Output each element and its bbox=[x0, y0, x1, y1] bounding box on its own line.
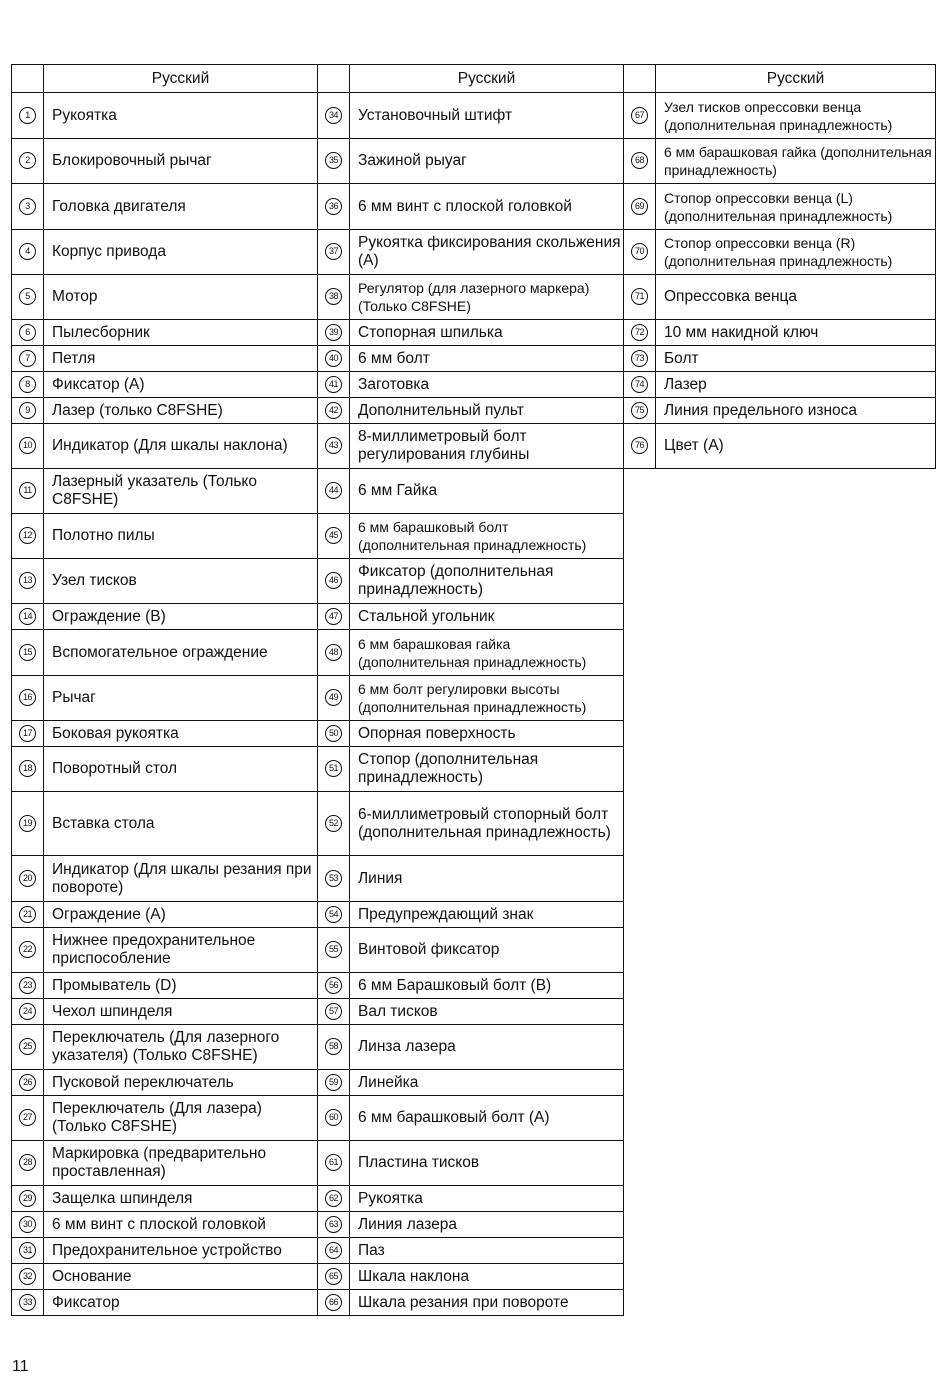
part-number-badge: 34 bbox=[325, 107, 342, 124]
parts-table bbox=[11, 64, 936, 1316]
part-number-cell bbox=[12, 372, 44, 398]
empty-area bbox=[624, 469, 936, 1316]
part-name-cell: Блокировочный рычаг bbox=[44, 139, 318, 184]
part-number-cell bbox=[12, 630, 44, 676]
part-name-cell: Установочный штифт bbox=[350, 93, 624, 139]
part-number-badge: 38 bbox=[325, 288, 342, 305]
part-number-cell bbox=[318, 372, 350, 398]
part-number-cell bbox=[318, 320, 350, 346]
part-number-cell bbox=[318, 630, 350, 676]
part-number-badge: 7 bbox=[19, 350, 36, 367]
part-number-cell bbox=[318, 184, 350, 230]
part-number-cell bbox=[12, 721, 44, 747]
part-number-cell bbox=[12, 559, 44, 604]
part-number-cell bbox=[12, 1290, 44, 1316]
part-name-cell: Пылесборник bbox=[44, 320, 318, 346]
part-number-cell bbox=[12, 856, 44, 902]
part-name-cell: Регулятор (для лазерного маркера) (Только C8FSHE) bbox=[350, 275, 624, 320]
part-number-badge: 4 bbox=[19, 243, 36, 260]
part-number-cell bbox=[12, 1186, 44, 1212]
part-number-badge: 22 bbox=[19, 941, 36, 958]
part-number-badge: 32 bbox=[19, 1268, 36, 1285]
part-name-cell: Фиксатор bbox=[44, 1290, 318, 1316]
part-number-badge: 51 bbox=[325, 760, 342, 777]
part-name-cell: 6 мм барашковый болт (дополнительная принадлежность) bbox=[350, 514, 624, 559]
part-name-cell: Вставка стола bbox=[44, 792, 318, 856]
part-number-badge: 76 bbox=[631, 437, 648, 454]
part-number-cell bbox=[318, 1264, 350, 1290]
part-number-badge: 24 bbox=[19, 1003, 36, 1020]
part-number-cell bbox=[318, 1070, 350, 1096]
part-number-cell bbox=[318, 676, 350, 721]
part-number-badge: 75 bbox=[631, 402, 648, 419]
part-name-cell: Опорная поверхность bbox=[350, 721, 624, 747]
part-number-cell bbox=[318, 721, 350, 747]
part-name-cell: Лазер bbox=[656, 372, 936, 398]
part-number-cell bbox=[318, 230, 350, 275]
part-name-cell: Стопор опрессовки венца (R) (дополнительная принадлежность) bbox=[656, 230, 936, 275]
column-header-language: Русский bbox=[656, 65, 936, 93]
part-number-cell bbox=[624, 424, 656, 469]
part-number-badge: 25 bbox=[19, 1038, 36, 1055]
part-name-cell: Винтовой фиксатор bbox=[350, 928, 624, 973]
part-number-badge: 50 bbox=[325, 725, 342, 742]
part-number-cell bbox=[624, 230, 656, 275]
part-name-cell: 6 мм Барашковый болт (B) bbox=[350, 973, 624, 999]
part-number-cell bbox=[318, 469, 350, 514]
part-number-cell bbox=[318, 1025, 350, 1070]
header-number-cell bbox=[624, 65, 656, 93]
part-number-cell bbox=[318, 1212, 350, 1238]
part-number-badge: 20 bbox=[19, 870, 36, 887]
part-name-cell: 6 мм Гайка bbox=[350, 469, 624, 514]
part-name-cell: Основание bbox=[44, 1264, 318, 1290]
part-number-cell bbox=[318, 424, 350, 469]
part-number-badge: 28 bbox=[19, 1154, 36, 1171]
part-name-cell: Переключатель (Для лазера) (Только C8FSHE) bbox=[44, 1096, 318, 1141]
part-number-badge: 11 bbox=[19, 482, 36, 499]
part-name-cell: Маркировка (предварительно проставленная) bbox=[44, 1141, 318, 1186]
part-number-badge: 16 bbox=[19, 689, 36, 706]
part-name-cell: Пластина тисков bbox=[350, 1141, 624, 1186]
part-number-badge: 31 bbox=[19, 1242, 36, 1259]
part-number-badge: 55 bbox=[325, 941, 342, 958]
part-number-cell bbox=[318, 1290, 350, 1316]
part-number-badge: 72 bbox=[631, 324, 648, 341]
part-number-cell bbox=[12, 1212, 44, 1238]
part-number-badge: 74 bbox=[631, 376, 648, 393]
part-name-cell: Линия предельного износа bbox=[656, 398, 936, 424]
part-number-badge: 35 bbox=[325, 152, 342, 169]
part-name-cell: Промыватель (D) bbox=[44, 973, 318, 999]
part-name-cell: Стальной угольник bbox=[350, 604, 624, 630]
part-number-cell bbox=[624, 320, 656, 346]
part-name-cell: Ограждение (B) bbox=[44, 604, 318, 630]
part-number-cell bbox=[318, 604, 350, 630]
part-name-cell: 6 мм винт с плоской головкой bbox=[44, 1212, 318, 1238]
part-number-cell bbox=[12, 184, 44, 230]
table-row bbox=[12, 398, 936, 424]
part-number-cell bbox=[12, 424, 44, 469]
part-name-cell: 6 мм барашковая гайка (дополнительная принадлежность) bbox=[350, 630, 624, 676]
part-number-badge: 14 bbox=[19, 608, 36, 625]
part-name-cell: Индикатор (Для шкалы резания при повороте) bbox=[44, 856, 318, 902]
part-number-badge: 45 bbox=[325, 527, 342, 544]
part-name-cell: Рукоятка bbox=[350, 1186, 624, 1212]
part-number-cell bbox=[318, 999, 350, 1025]
part-number-badge: 70 bbox=[631, 243, 648, 260]
part-name-cell: Зажиной рыуаг bbox=[350, 139, 624, 184]
part-name-cell: Паз bbox=[350, 1238, 624, 1264]
part-name-cell: Рычаг bbox=[44, 676, 318, 721]
part-number-cell bbox=[318, 792, 350, 856]
part-number-badge: 59 bbox=[325, 1074, 342, 1091]
header-number-cell bbox=[12, 65, 44, 93]
part-number-badge: 42 bbox=[325, 402, 342, 419]
part-number-cell bbox=[318, 973, 350, 999]
part-number-cell bbox=[318, 902, 350, 928]
part-number-cell bbox=[318, 93, 350, 139]
part-name-cell: 6-миллиметровый стопорный болт (дополнительная принадлежность) bbox=[350, 792, 624, 856]
part-number-badge: 66 bbox=[325, 1294, 342, 1311]
part-number-badge: 36 bbox=[325, 198, 342, 215]
part-name-cell: Цвет (A) bbox=[656, 424, 936, 469]
part-name-cell: Болт bbox=[656, 346, 936, 372]
part-name-cell: 6 мм болт регулировки высоты (дополнительная принадлежность) bbox=[350, 676, 624, 721]
part-number-badge: 1 bbox=[19, 107, 36, 124]
part-number-badge: 19 bbox=[19, 815, 36, 832]
part-name-cell: Дополнительный пульт bbox=[350, 398, 624, 424]
part-number-cell bbox=[318, 856, 350, 902]
part-name-cell: Стопор опрессовки венца (L) (дополнительная принадлежность) bbox=[656, 184, 936, 230]
part-number-cell bbox=[318, 398, 350, 424]
part-number-badge: 60 bbox=[325, 1109, 342, 1126]
part-name-cell: Линия лазера bbox=[350, 1212, 624, 1238]
part-number-cell bbox=[318, 559, 350, 604]
part-number-badge: 67 bbox=[631, 107, 648, 124]
part-name-cell: Петля bbox=[44, 346, 318, 372]
part-number-badge: 30 bbox=[19, 1216, 36, 1233]
part-number-badge: 21 bbox=[19, 906, 36, 923]
part-name-cell: 8-миллиметровый болт регулирования глубины bbox=[350, 424, 624, 469]
part-number-badge: 41 bbox=[325, 376, 342, 393]
part-name-cell: 6 мм болт bbox=[350, 346, 624, 372]
part-name-cell: 6 мм барашковая гайка (дополнительная принадлежность) bbox=[656, 139, 936, 184]
part-number-badge: 57 bbox=[325, 1003, 342, 1020]
part-number-cell bbox=[12, 973, 44, 999]
part-number-cell bbox=[12, 93, 44, 139]
part-name-cell: Чехол шпинделя bbox=[44, 999, 318, 1025]
part-number-badge: 48 bbox=[325, 644, 342, 661]
part-number-cell bbox=[12, 1070, 44, 1096]
part-name-cell: Лазерный указатель (Только C8FSHE) bbox=[44, 469, 318, 514]
table-row bbox=[12, 93, 936, 139]
part-name-cell: Стопорная шпилька bbox=[350, 320, 624, 346]
part-name-cell: Мотор bbox=[44, 275, 318, 320]
part-number-badge: 2 bbox=[19, 152, 36, 169]
part-number-badge: 33 bbox=[19, 1294, 36, 1311]
part-number-cell bbox=[318, 747, 350, 792]
part-number-cell bbox=[12, 928, 44, 973]
part-number-cell bbox=[12, 1025, 44, 1070]
part-number-badge: 10 bbox=[19, 437, 36, 454]
part-name-cell: 6 мм винт с плоской головкой bbox=[350, 184, 624, 230]
part-number-cell bbox=[624, 346, 656, 372]
part-number-cell bbox=[318, 928, 350, 973]
part-number-cell bbox=[318, 1186, 350, 1212]
part-name-cell: Полотно пилы bbox=[44, 514, 318, 559]
part-number-badge: 23 bbox=[19, 977, 36, 994]
part-number-badge: 40 bbox=[325, 350, 342, 367]
part-number-badge: 5 bbox=[19, 288, 36, 305]
part-name-cell: Линия bbox=[350, 856, 624, 902]
part-number-badge: 8 bbox=[19, 376, 36, 393]
part-number-badge: 54 bbox=[325, 906, 342, 923]
part-name-cell: Индикатор (Для шкалы наклона) bbox=[44, 424, 318, 469]
part-number-cell bbox=[12, 999, 44, 1025]
part-number-badge: 3 bbox=[19, 198, 36, 215]
part-name-cell: Защелка шпинделя bbox=[44, 1186, 318, 1212]
part-number-cell bbox=[12, 320, 44, 346]
part-number-badge: 47 bbox=[325, 608, 342, 625]
part-name-cell: Предупреждающий знак bbox=[350, 902, 624, 928]
part-name-cell: Шкала наклона bbox=[350, 1264, 624, 1290]
part-number-badge: 68 bbox=[631, 152, 648, 169]
part-number-cell bbox=[624, 184, 656, 230]
part-number-cell bbox=[318, 346, 350, 372]
part-number-badge: 56 bbox=[325, 977, 342, 994]
part-number-cell bbox=[12, 1264, 44, 1290]
part-number-badge: 46 bbox=[325, 572, 342, 589]
part-number-cell bbox=[12, 346, 44, 372]
part-number-badge: 39 bbox=[325, 324, 342, 341]
part-number-badge: 64 bbox=[325, 1242, 342, 1259]
part-name-cell: Фиксатор (A) bbox=[44, 372, 318, 398]
part-name-cell: Переключатель (Для лазерного указателя) (Только C8FSHE) bbox=[44, 1025, 318, 1070]
part-number-badge: 9 bbox=[19, 402, 36, 419]
part-number-cell bbox=[318, 1238, 350, 1264]
part-number-badge: 52 bbox=[325, 815, 342, 832]
column-header-language: Русский bbox=[350, 65, 624, 93]
part-name-cell: Фиксатор (дополнительная принадлежность) bbox=[350, 559, 624, 604]
part-number-badge: 69 bbox=[631, 198, 648, 215]
part-number-cell bbox=[12, 139, 44, 184]
part-name-cell: Корпус привода bbox=[44, 230, 318, 275]
part-number-cell bbox=[12, 792, 44, 856]
part-name-cell: Вспомогательное ограждение bbox=[44, 630, 318, 676]
part-name-cell: Поворотный стол bbox=[44, 747, 318, 792]
part-number-cell bbox=[12, 514, 44, 559]
part-name-cell: Предохранительное устройство bbox=[44, 1238, 318, 1264]
part-name-cell: Рукоятка фиксирования скольжения (A) bbox=[350, 230, 624, 275]
part-name-cell: 10 мм накидной ключ bbox=[656, 320, 936, 346]
part-number-badge: 15 bbox=[19, 644, 36, 661]
table-row bbox=[12, 372, 936, 398]
table-row bbox=[12, 275, 936, 320]
part-number-cell bbox=[12, 398, 44, 424]
part-number-badge: 49 bbox=[325, 689, 342, 706]
part-number-cell bbox=[318, 1141, 350, 1186]
part-number-cell bbox=[12, 1238, 44, 1264]
part-name-cell: Заготовка bbox=[350, 372, 624, 398]
part-number-badge: 61 bbox=[325, 1154, 342, 1171]
part-name-cell: Линейка bbox=[350, 1070, 624, 1096]
part-name-cell: Пусковой переключатель bbox=[44, 1070, 318, 1096]
part-name-cell: Линза лазера bbox=[350, 1025, 624, 1070]
part-number-cell bbox=[318, 139, 350, 184]
part-name-cell: Боковая рукоятка bbox=[44, 721, 318, 747]
table-row bbox=[12, 320, 936, 346]
part-name-cell: Ограждение (A) bbox=[44, 902, 318, 928]
part-name-cell: Шкала резания при повороте bbox=[350, 1290, 624, 1316]
part-number-cell bbox=[624, 139, 656, 184]
part-number-badge: 62 bbox=[325, 1190, 342, 1207]
part-name-cell: Узел тисков опрессовки венца (дополнительная принадлежность) bbox=[656, 93, 936, 139]
part-number-cell bbox=[318, 514, 350, 559]
part-name-cell: Лазер (только C8FSHE) bbox=[44, 398, 318, 424]
part-number-badge: 37 bbox=[325, 243, 342, 260]
part-number-badge: 58 bbox=[325, 1038, 342, 1055]
part-number-badge: 12 bbox=[19, 527, 36, 544]
table-row bbox=[12, 346, 936, 372]
part-name-cell: Вал тисков bbox=[350, 999, 624, 1025]
part-number-badge: 6 bbox=[19, 324, 36, 341]
part-number-cell bbox=[12, 676, 44, 721]
part-number-badge: 18 bbox=[19, 760, 36, 777]
part-number-cell bbox=[12, 230, 44, 275]
part-name-cell: Узел тисков bbox=[44, 559, 318, 604]
part-number-cell bbox=[12, 1141, 44, 1186]
table-row bbox=[12, 184, 936, 230]
table-row bbox=[12, 230, 936, 275]
part-number-badge: 63 bbox=[325, 1216, 342, 1233]
part-name-cell: Нижнее предохранительное приспособление bbox=[44, 928, 318, 973]
part-number-cell bbox=[12, 902, 44, 928]
part-name-cell: Опрессовка венца bbox=[656, 275, 936, 320]
part-number-cell bbox=[12, 469, 44, 514]
part-name-cell: Стопор (дополнительная принадлежность) bbox=[350, 747, 624, 792]
part-number-cell bbox=[624, 275, 656, 320]
part-name-cell: 6 мм барашковый болт (A) bbox=[350, 1096, 624, 1141]
part-number-cell bbox=[12, 604, 44, 630]
part-number-cell bbox=[318, 1096, 350, 1141]
header-number-cell bbox=[318, 65, 350, 93]
column-header-language: Русский bbox=[44, 65, 318, 93]
part-number-cell bbox=[12, 1096, 44, 1141]
part-number-cell bbox=[12, 275, 44, 320]
part-number-badge: 27 bbox=[19, 1109, 36, 1126]
part-number-cell bbox=[624, 93, 656, 139]
part-name-cell: Рукоятка bbox=[44, 93, 318, 139]
part-number-badge: 73 bbox=[631, 350, 648, 367]
table-row bbox=[12, 424, 936, 469]
part-number-cell bbox=[624, 398, 656, 424]
part-number-badge: 13 bbox=[19, 572, 36, 589]
part-number-badge: 44 bbox=[325, 482, 342, 499]
part-number-cell bbox=[12, 747, 44, 792]
part-number-badge: 26 bbox=[19, 1074, 36, 1091]
table-row bbox=[12, 139, 936, 184]
page-number: 11 bbox=[12, 1358, 29, 1375]
part-number-badge: 43 bbox=[325, 437, 342, 454]
part-number-badge: 65 bbox=[325, 1268, 342, 1285]
part-name-cell: Головка двигателя bbox=[44, 184, 318, 230]
table-row bbox=[12, 469, 936, 514]
part-number-cell bbox=[624, 372, 656, 398]
part-number-badge: 53 bbox=[325, 870, 342, 887]
part-number-badge: 17 bbox=[19, 725, 36, 742]
part-number-cell bbox=[318, 275, 350, 320]
part-number-badge: 29 bbox=[19, 1190, 36, 1207]
part-number-badge: 71 bbox=[631, 288, 648, 305]
